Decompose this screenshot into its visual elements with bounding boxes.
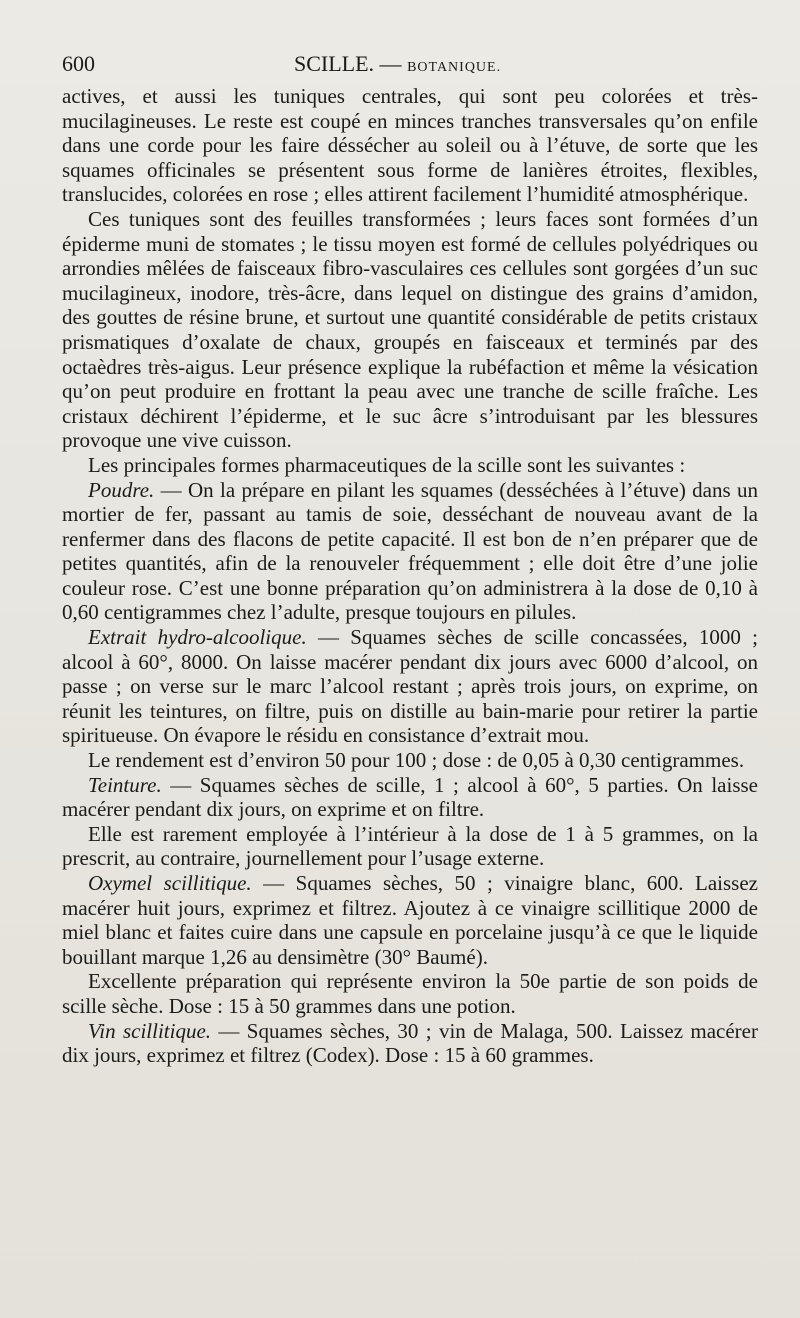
paragraph-text: Excellente préparation qui représente environ la 50e partie de son poids de scille sèche. Dose : 15 à 50 grammes dans une potion.	[62, 969, 758, 1018]
paragraph-tuniques	[62, 207, 758, 453]
paragraph-heading: Teinture.	[88, 772, 162, 797]
paragraph-text: — Squames sèches, 30 ; vin de Malaga, 500. Laissez macérer dix jours, exprimez et filtrez (Codex). Dose : 15 à 60 grammes.	[62, 1018, 758, 1068]
paragraph-oxymel	[62, 871, 758, 969]
paragraph-heading: Poudre.	[88, 477, 155, 502]
paragraph-heading: Extrait hydro-alcoolique.	[88, 625, 307, 650]
paragraph-text: — Squames sèches de scille, 1 ; alcool à 60°, 5 parties. On laisse macérer pendant dix jours, on exprime et on filtre.	[62, 772, 758, 822]
paragraph-text: actives, et aussi les tuniques centrales, qui sont peu colorées et très-mucilagineuses. Le reste est coupé en minces tranches transversales qu’on enfile dans une corde pour les faire déssécher au soleil ou à l’étuve, de sorte que les squames officinales se présentent sous forme de lanières étroites, flexibles, translucides, colorées en rose ; elles attirent facilement l’humidité atmosphérique.	[62, 84, 758, 207]
running-header	[62, 44, 758, 84]
running-title	[294, 44, 501, 88]
running-title-section: BOTANIQUE.	[407, 60, 502, 75]
running-title-main: SCILLE. —	[294, 51, 408, 76]
paragraph-formes	[62, 453, 758, 478]
paragraph-heading: Vin scillitique.	[88, 1018, 212, 1043]
paragraph-text: Le rendement est d’environ 50 pour 100 ; dose : de 0,05 à 0,30 centigrammes.	[88, 748, 745, 773]
paragraph-poudre	[62, 478, 758, 626]
paragraph-text: Elle est rarement employée à l’intérieur à la dose de 1 à 5 grammes, on la prescrit, au contraire, journellement pour l’usage externe.	[62, 821, 758, 871]
paragraph-usage	[62, 822, 758, 871]
paragraph-text: — Squames sèches de scille concassées, 1000 ; alcool à 60°, 8000. On laisse macérer pendant dix jours avec 6000 d’alcool, on passe ; on verse sur le marc l’alcool restant ; après trois jours, on exprime, on réunit les teintures, on filtre, puis on distille au bain-marie pour retirer la partie spiritueuse. On évapore le résidu en consistance d’extrait mou.	[62, 625, 758, 748]
paragraph-text: — Squames sèches, 50 ; vinaigre blanc, 600. Laissez macérer huit jours, exprimez et filtrez. Ajoutez à ce vinaigre scillitique 2000 de miel blanc et faites cuire dans une capsule en porcelaine jusqu’à ce que le liquide bouillant marque 1,26 au densimètre (30° Baumé).	[62, 871, 759, 969]
paragraph-rendement	[62, 748, 758, 773]
paragraph-excellente	[62, 969, 758, 1018]
paragraph-teinture	[62, 773, 758, 822]
page-number: 600	[62, 51, 95, 76]
paragraph-text: Les principales formes pharmaceutiques de la scille sont les suivantes :	[88, 452, 686, 477]
paragraph-text: Ces tuniques sont des feuilles transformées ; leurs faces sont formées d’un épiderme muni de stomates ; le tissu moyen est formé de cellules polyédriques ou arrondies mêlées de faisceaux fibro-vasculaires ces cellules sont gorgées d’un suc mucilagineux, inodore, très-âcre, dans lequel on distingue des grains d’amidon, des gouttes de résine brune, et surtout une quantité considérable de petits cristaux prismatiques d’oxalate de chaux, groupés en faisceaux et terminés par des octaèdres très-aigus. Leur présence explique la rubéfaction et même la vésication qu’on peut produire en frottant la peau avec une tranche de scille fraîche. Les cristaux déchirent l’épiderme, et le suc âcre s’introduisant par les blessures provoque une vive cuisson.	[62, 206, 758, 453]
body-text	[62, 84, 758, 1068]
paragraph-heading: Oxymel scillitique.	[88, 871, 252, 895]
paragraph-continuation	[62, 84, 758, 207]
paragraph-extrait	[62, 625, 758, 748]
paragraph-text: — On la prépare en pilant les squames (desséchées à l’étuve) dans un mortier de fer, passant au tamis de soie, desséchant de nouveau avant de la renfermer dans des flacons de petite capacité. Il est bon de n’en préparer que de petites quantités, afin de la renouveler fréquemment ; elle doit être d’une jolie couleur rose. C’est une bonne préparation qu’on administrera à la dose de 0,10 à 0,60 centigrammes chez l’adulte, presque toujours en pilules.	[62, 477, 758, 625]
paragraph-vin	[62, 1019, 758, 1068]
